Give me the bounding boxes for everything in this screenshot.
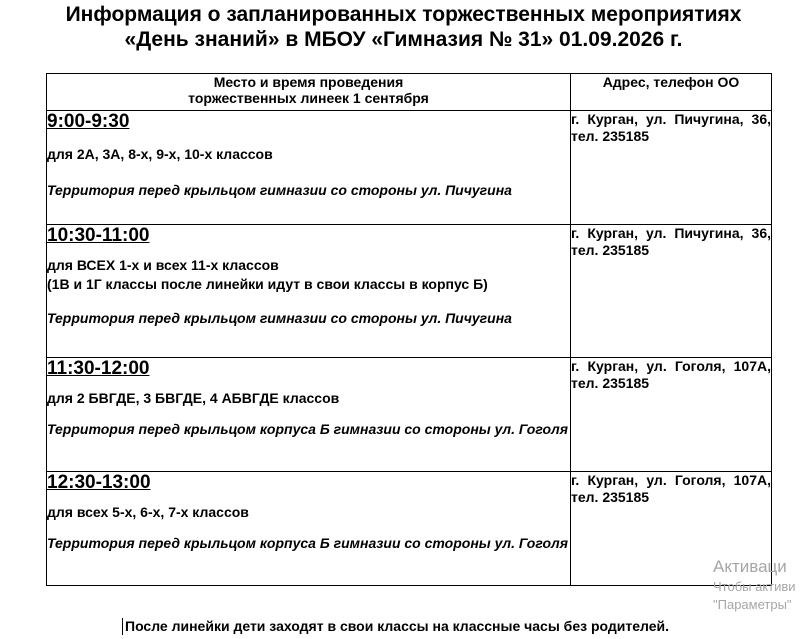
header-address: Адрес, телефон ОО	[571, 74, 772, 111]
slot-note: (1В и 1Г классы после линейки идут в свои классы в корпус Б)	[47, 276, 488, 292]
slot-address: г. Курган, ул. Гоголя, 107А, тел. 235185	[571, 472, 772, 586]
document-title	[0, 2, 807, 52]
header-place-time-line-2: торжественных линеек 1 сентября	[188, 90, 429, 106]
slot-address: г. Курган, ул. Пичугина, 36, тел. 235185	[571, 225, 772, 358]
slot-classes: для 2А, 3А, 8-х, 9-х, 10-х классов	[47, 146, 273, 162]
table-header-row	[47, 74, 772, 111]
activation-watermark	[713, 556, 796, 614]
slot-place: Территория перед крыльцом корпуса Б гимназии со стороны ул. Гоголя	[47, 535, 568, 551]
table-row	[47, 358, 772, 472]
slot-classes: для ВСЕХ 1-х и всех 11-х классов	[47, 257, 279, 273]
header-place-time	[47, 74, 571, 111]
slot-time: 12:30-13:00	[47, 472, 151, 493]
table-row	[47, 111, 772, 225]
slot-time: 11:30-12:00	[47, 358, 150, 379]
table-row	[47, 225, 772, 358]
title-line-2: «День знаний» в МБОУ «Гимназия № 31» 01.09.2026 г.	[124, 28, 683, 51]
watermark-line-2: Чтобы активи	[713, 579, 796, 594]
slot-cell	[47, 358, 571, 472]
slot-classes: для всех 5-х, 6-х, 7-х классов	[47, 504, 249, 520]
watermark-line-3: "Параметры"	[713, 597, 792, 612]
table-row	[47, 472, 772, 586]
slot-time: 9:00-9:30	[47, 111, 130, 132]
slot-cell	[47, 472, 571, 586]
slot-address: г. Курган, ул. Гоголя, 107А, тел. 235185	[571, 358, 772, 472]
slot-cell	[47, 111, 571, 225]
footer-note: После линейки дети заходят в свои классы на классные часы без родителей.	[122, 618, 669, 635]
header-place-time-line-1: Место и время проведения	[213, 74, 404, 90]
slot-cell	[47, 225, 571, 358]
slot-place: Территория перед крыльцом гимназии со стороны ул. Пичугина	[47, 310, 512, 326]
slot-time: 10:30-11:00	[47, 225, 150, 246]
slot-place: Территория перед крыльцом гимназии со стороны ул. Пичугина	[47, 182, 512, 198]
watermark-line-1: Активаци	[713, 557, 787, 576]
slot-place: Территория перед крыльцом корпуса Б гимназии со стороны ул. Гоголя	[47, 421, 568, 437]
title-line-1: Информация о запланированных торжественных мероприятиях	[65, 3, 742, 26]
slot-classes: для 2 БВГДЕ, 3 БВГДЕ, 4 АБВГДЕ классов	[47, 390, 340, 406]
slot-address: г. Курган, ул. Пичугина, 36, тел. 235185	[571, 111, 772, 225]
schedule-table	[46, 73, 772, 586]
